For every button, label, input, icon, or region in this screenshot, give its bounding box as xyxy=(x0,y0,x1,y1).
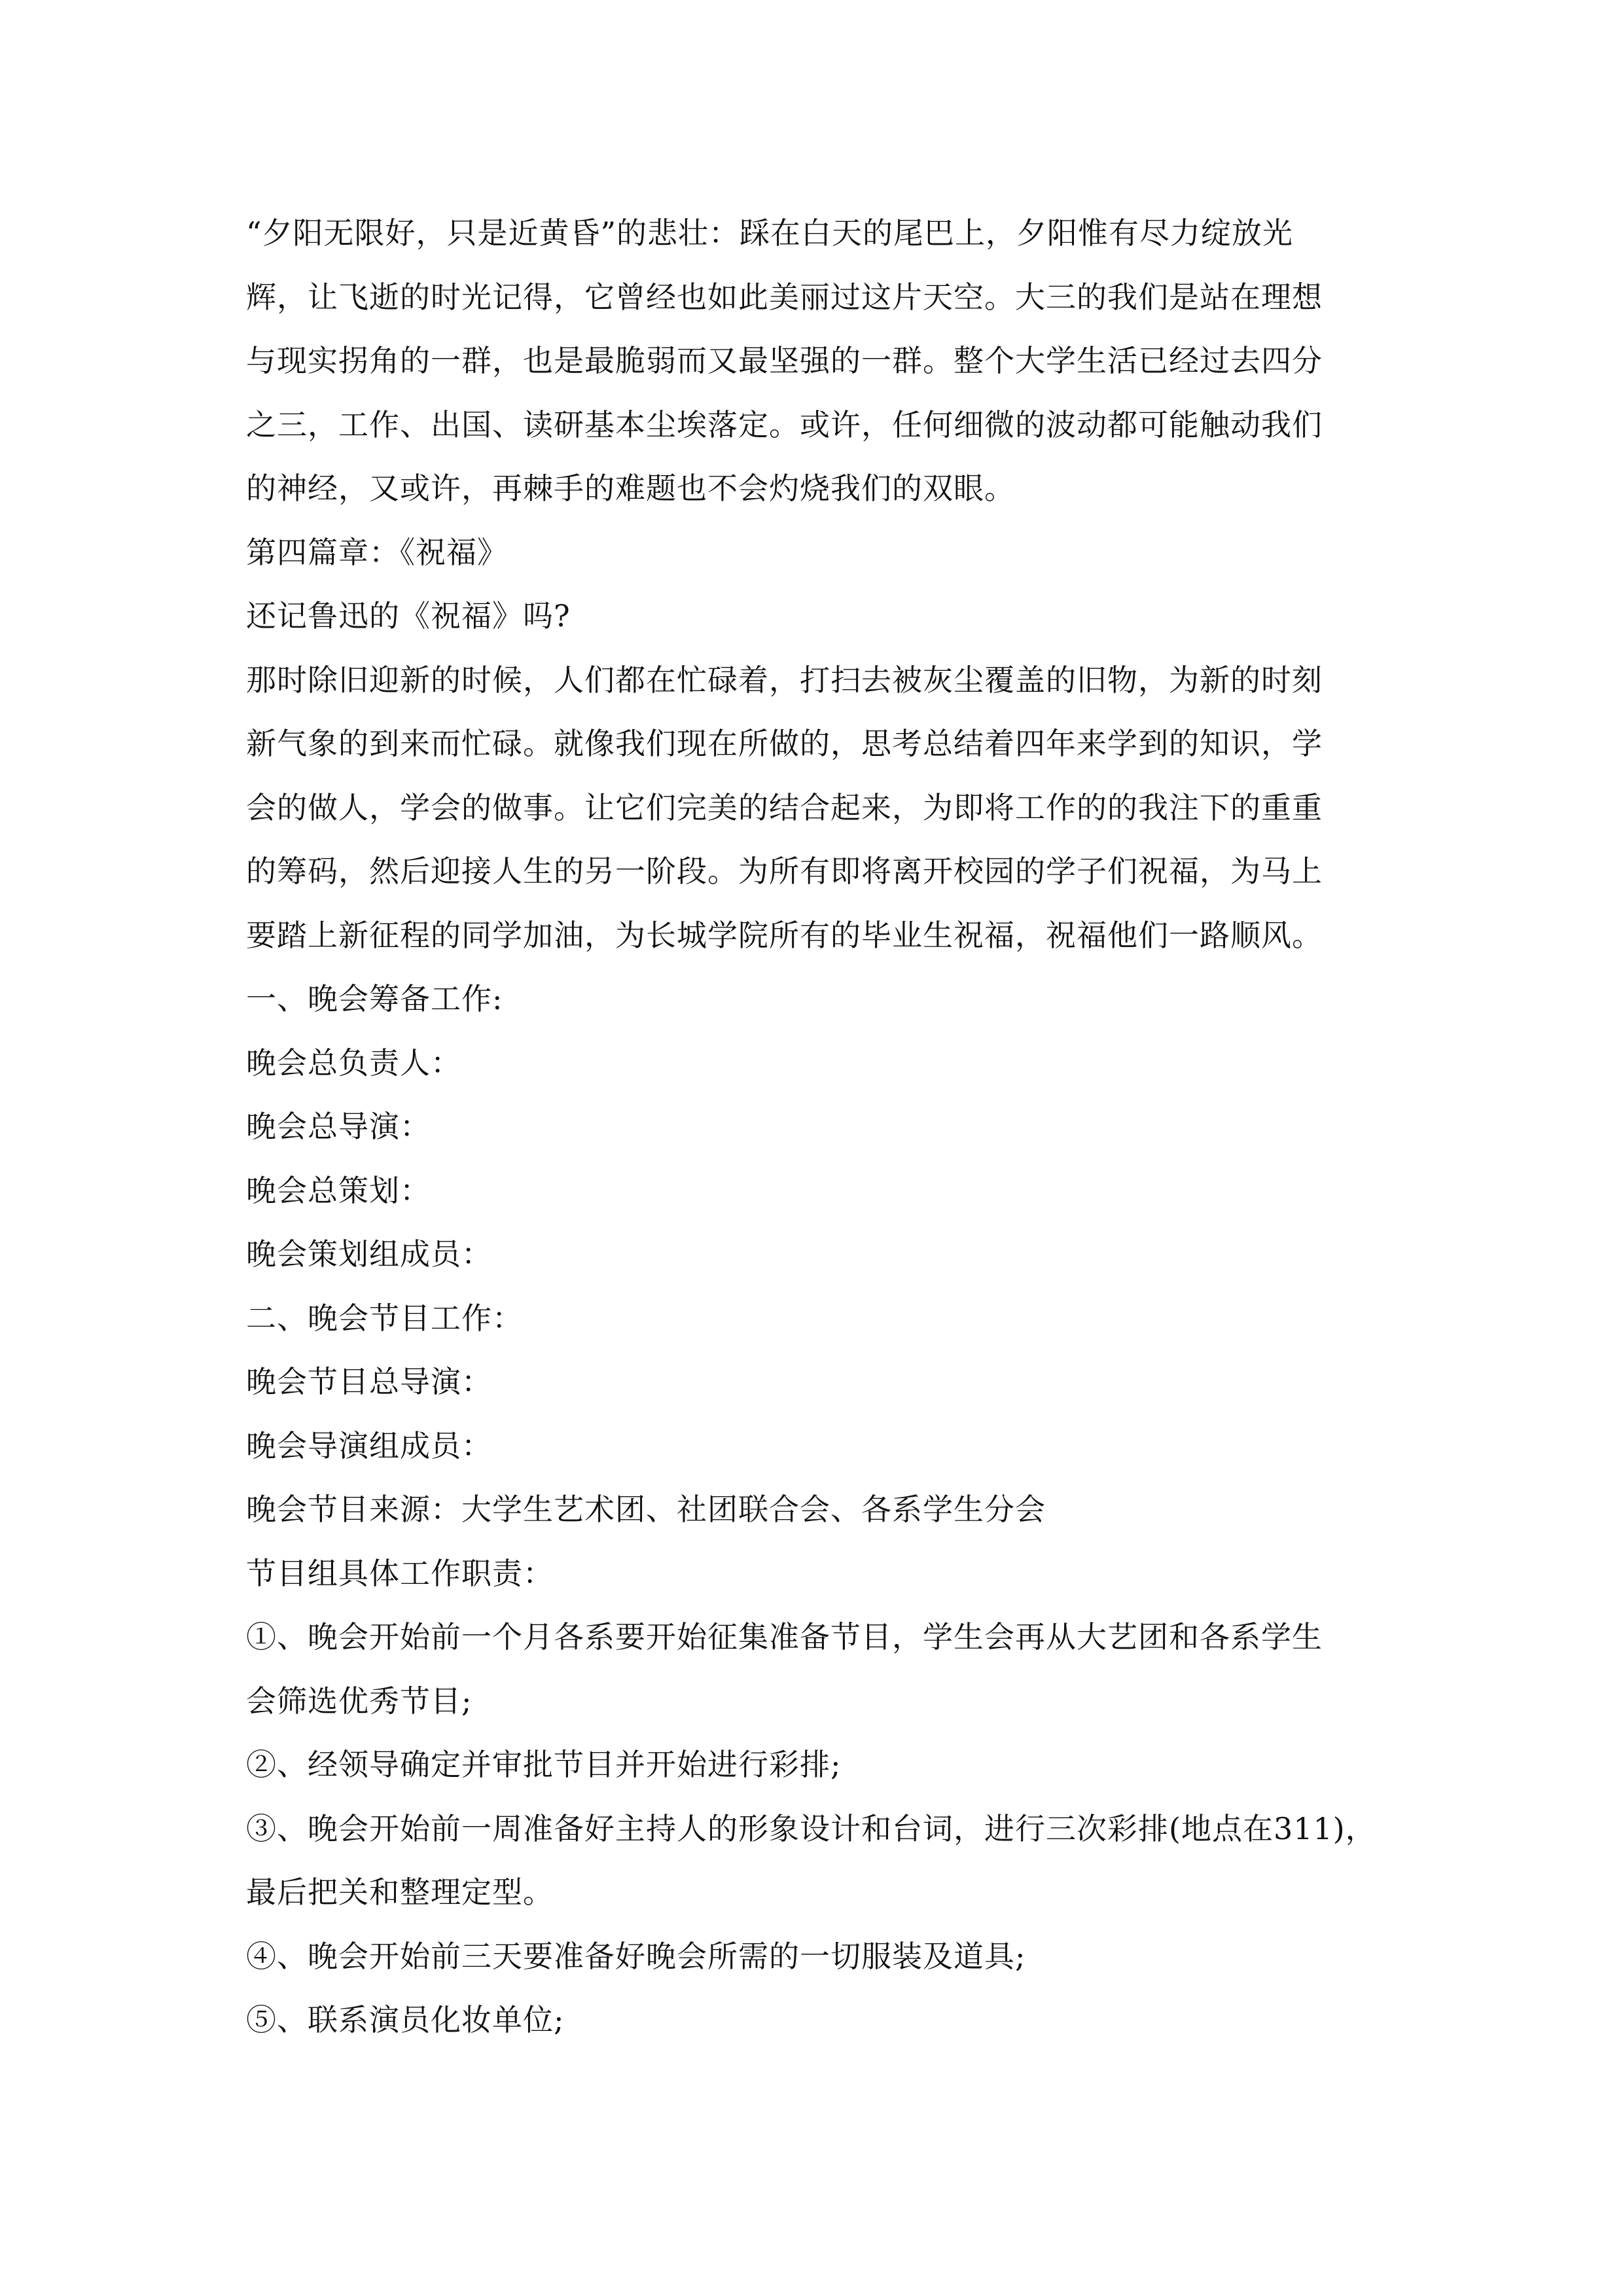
list-item: 最后把关和整理定型。 xyxy=(246,1874,554,1910)
section-heading: 二、晚会节目工作： xyxy=(246,1300,523,1336)
list-item: ②、经领导确定并审批节目并开始进行彩排; xyxy=(246,1747,842,1782)
list-item: 晚会策划组成员： xyxy=(246,1236,492,1272)
list-item: ④、晚会开始前三天要准备好晚会所需的一切服装及道具; xyxy=(246,1938,1026,1974)
list-item: 会筛选优秀节目; xyxy=(246,1683,473,1719)
paragraph-line: 与现实拐角的一群，也是最脆弱而又最坚强的一群。整个大学生活已经过去四分 xyxy=(246,343,1323,378)
document-body xyxy=(246,202,1398,2053)
paragraph-line: 还记鲁迅的《祝福》吗? xyxy=(246,598,571,634)
list-item: 晚会导演组成员： xyxy=(246,1427,492,1463)
section-heading: 一、晚会筹备工作: xyxy=(246,981,503,1016)
paragraph-line: 新气象的到来而忙碌。就像我们现在所做的，思考总结着四年来学到的知识，学 xyxy=(246,726,1323,761)
list-item: 晚会总负责人： xyxy=(246,1045,461,1081)
paragraph-line: 的筹码，然后迎接人生的另一阶段。为所有即将离开校园的学子们祝福，为马上 xyxy=(246,853,1323,889)
paragraph-line: 要踏上新征程的同学加油，为长城学院所有的毕业生祝福，祝福他们一路顺风。 xyxy=(246,917,1323,953)
list-item: 晚会总策划： xyxy=(246,1172,431,1208)
section-heading: 第四篇章：《祝福》 xyxy=(246,534,508,570)
list-item: ①、晚会开始前一个月各系要开始征集准备节目，学生会再从大艺团和各系学生 xyxy=(246,1619,1323,1655)
paragraph-line: 的神经，又或许，再棘手的难题也不会灼烧我们的双眼。 xyxy=(246,471,1015,506)
list-item: 晚会节目总导演： xyxy=(246,1364,492,1399)
list-item: 晚会总导演： xyxy=(246,1109,431,1144)
paragraph-line: 那时除旧迎新的时候，人们都在忙碌着，打扫去被灰尘覆盖的旧物，为新的时刻 xyxy=(246,662,1323,698)
list-item: ⑤、联系演员化妆单位; xyxy=(246,2002,565,2037)
paragraph-line: “夕阳无限好，只是近黄昏”的悲壮：踩在白天的尾巴上，夕阳惟有尽力绽放光 xyxy=(246,215,1294,251)
paragraph-line: 辉，让飞逝的时光记得，它曾经也如此美丽过这片天空。大三的我们是站在理想 xyxy=(246,279,1323,315)
list-item: 节目组具体工作职责： xyxy=(246,1555,554,1591)
list-item: 晚会节目来源：大学生艺术团、社团联合会、各系学生分会 xyxy=(246,1492,1046,1527)
list-item: ③、晚会开始前一周准备好主持人的形象设计和台词，进行三次彩排(地点在311)， xyxy=(246,1810,1376,1846)
paragraph-line: 之三，工作、出国、读研基本尘埃落定。或许，任何细微的波动都可能触动我们 xyxy=(246,406,1323,442)
paragraph-line: 会的做人，学会的做事。让它们完美的结合起来，为即将工作的的我注下的重重 xyxy=(246,789,1323,825)
